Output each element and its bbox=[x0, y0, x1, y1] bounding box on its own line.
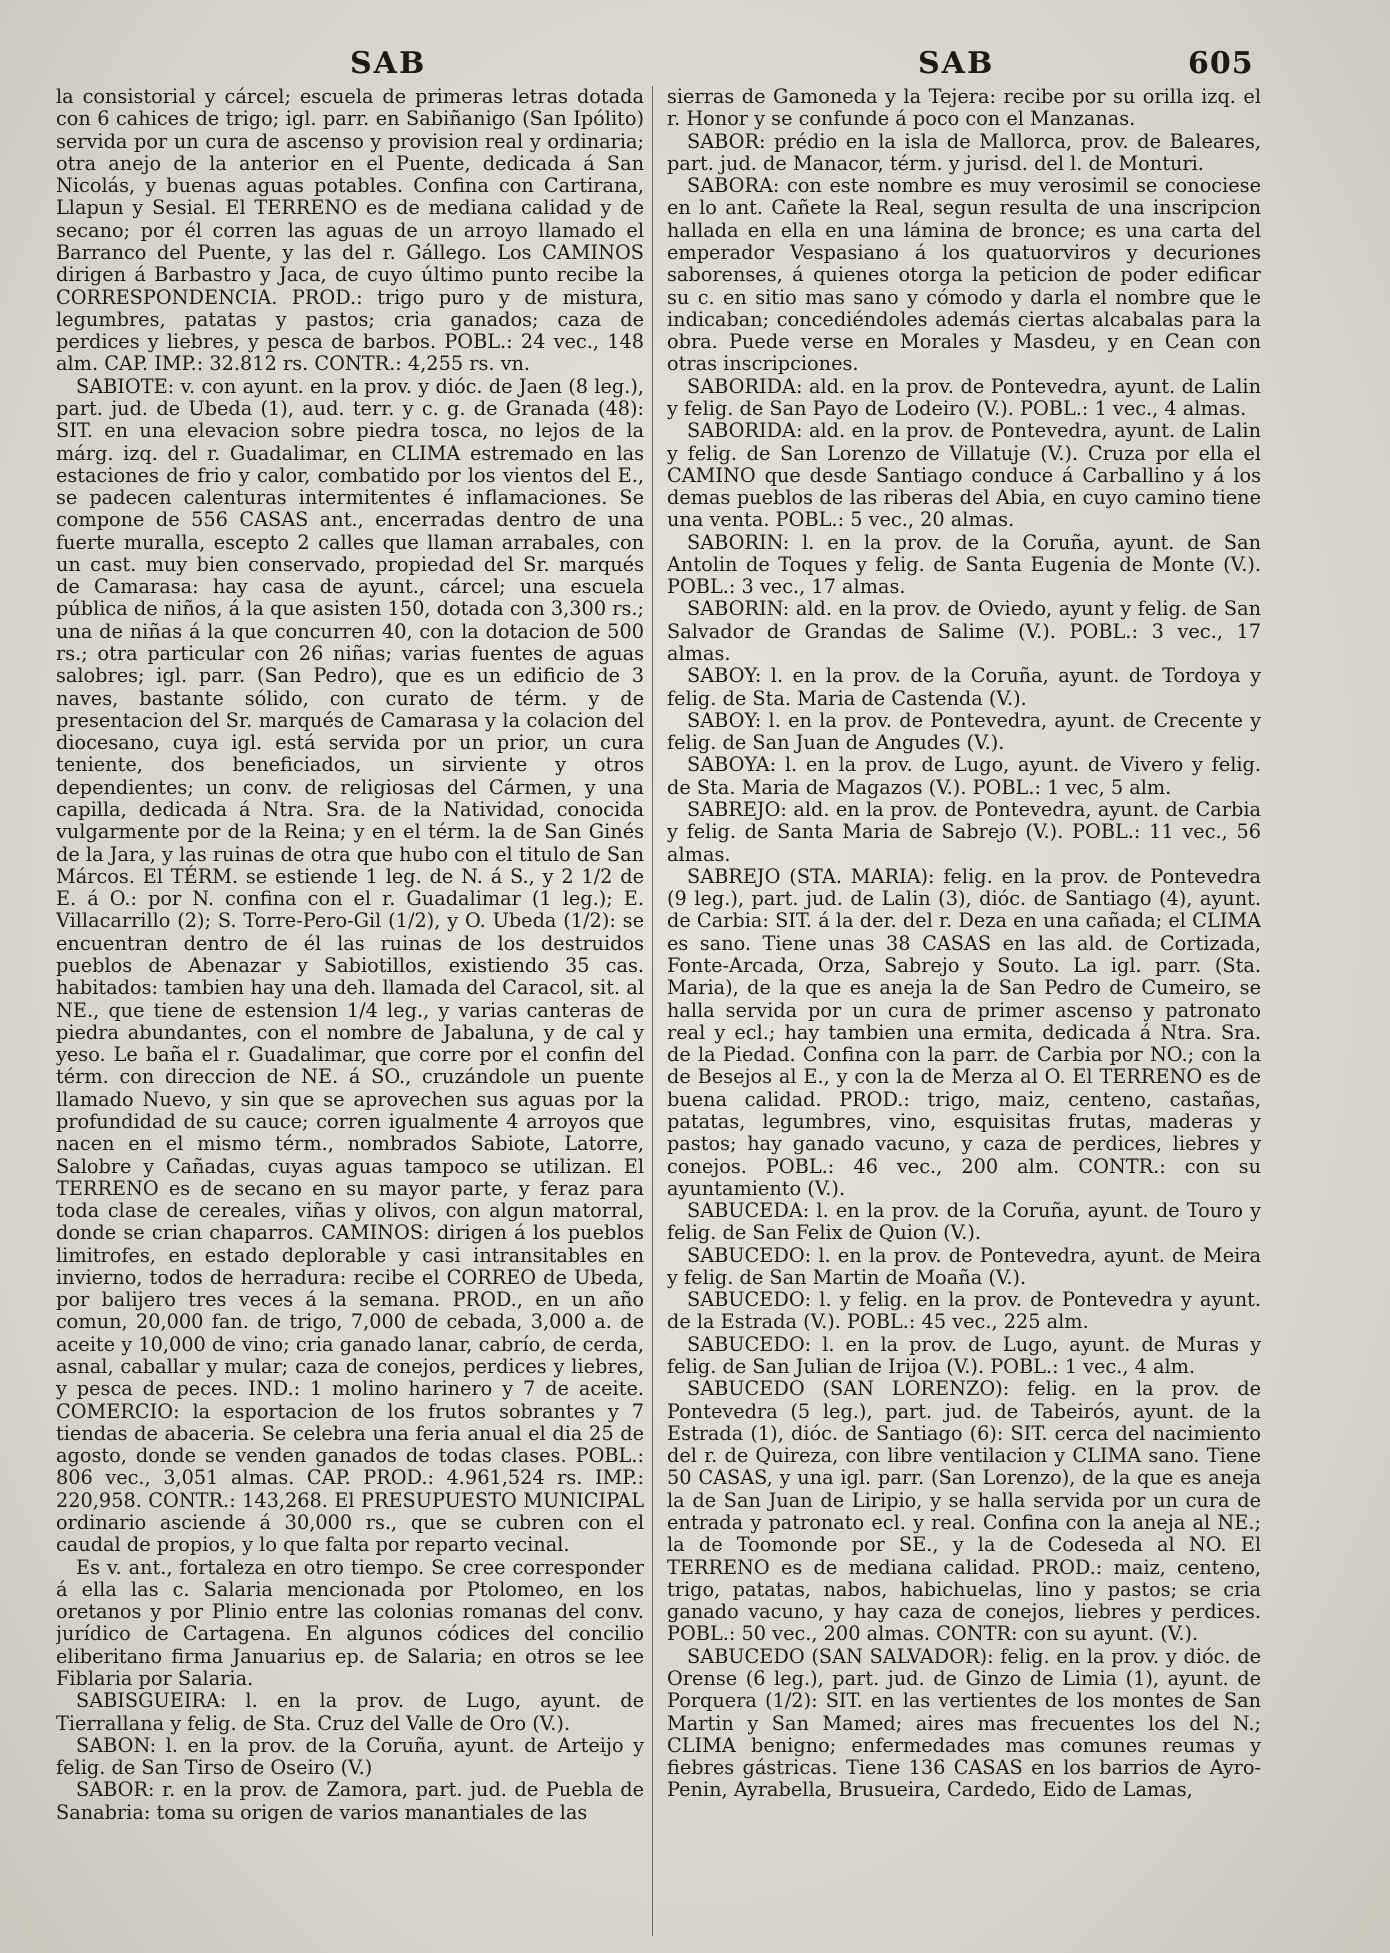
entry-paragraph: SABIOTE: v. con ayunt. en la prov. y dióc. de Jaen (8 leg.), part. jud. de Ubeda (1), aud. terr. y c. g. de Granada (48): SIT. en una elevacion sobre piedra tosca, no lejos de la márg. izq. del r. Guadalimar, en CLIMA estremado en las estaciones de frio y calor, combatido por los vientos del E., se padecen calenturas intermitentes é inflamaciones. Se compone de 556 CASAS ant., encerradas dentro de una fuerte muralla, escepto 2 calles que llaman arrabales, con un cast. muy bien conservado, propiedad del Sr. marqués de Camarasa: hay casa de ayunt., cárcel; una escuela pública de niños, á la que asisten 150, dotada con 3,300 rs.; una de niñas á la que concurren 40, con la dotacion de 500 rs.; otra particular con 26 niñas; varias fuentes de aguas salobres; igl. parr. (San Pedro), que es un edificio de 3 naves, bastante sólido, con curato de térm. y de presentacion del Sr. marqués de Camarasa y la colacion del diocesano, cuya igl. está servida por un prior, un cura teniente, dos beneficiados, un sirviente y otros dependientes; un conv. de religiosas del Cármen, y una capilla, dedicada á Ntra. Sra. de la Natividad, conocida vulgarmente por de la Reina; y en el térm. la de San Ginés de la Jara, y las ruinas de otra que hubo con el titulo de San Márcos. El TÉRM. se estiende 1 leg. de N. á S., y 2 1/2 de E. á O.: por N. confina con el r. Guadalimar (1 leg.); E. Villacarrillo (2); S. Torre-Pero-Gil (1/2), y O. Ubeda (1/2): se encuentran dentro de él las ruinas de los destruidos pueblos de Abenazar y Sabiotillos, existiendo 35 cas. habitados: tambien hay una deh. llamada del Caracol, sit. al NE., que tiene de estension 1/4 leg., y varias canteras de piedra abundantes, con el nombre de Jabaluna, y de cal y yeso. Le baña el r. Guadalimar, que corre por el confin del térm. con direccion de NE. á SO., cruzándole un puente llamado Nuevo, y sin que se aprovechen sus aguas por la profundidad de su cauce; corren igualmente 4 arroyos que nacen en el mismo térm., nombrados Sabiote, Latorre, Salobre y Cañadas, cuyas aguas tampoco se utilizan. El TERRENO es de secano en su mayor parte, y feraz para toda clase de cereales, viñas y olivos, con algun matorral, donde se crian chaparros. CAMINOS: dirigen á los pueblos limitrofes, en estado deplorable y casi intransitables en invierno, todos de herradura: recibe el CORREO de Ubeda, por balijero tres veces á la semana. PROD., en un año comun, 20,000 fan. de trigo, 7,000 de cebada, 3,000 a. de aceite y 10,000 de vino; cria ganado lanar, cabrío, de cerda, asnal, caballar y mular; caza de conejos, perdices y liebres, y pesca de peces. IND.: 1 molino harinero y 7 de aceite. COMERCIO: la esportacion de los frutos sobrantes y 7 tiendas de abaceria. Se celebra una feria anual el dia 25 de agosto, donde se venden ganados de todas clases. POBL.: 806 vec., 3,051 almas. CAP. PROD.: 4.961,524 rs. IMP.: 220,958. CONTR.: 143,268. El PRESUPUESTO MUNICIPAL ordinario asciende á 30,000 rs., que se cubren con el caudal de propios, y lo que falta por reparto vecinal. bbox=[56, 374, 644, 1557]
entry-paragraph: SABORIDA: ald. en la prov. de Pontevedra, ayunt. de Lalin y felig. de San Lorenzo de Villatuje (V.). Cruza por ella el CAMINO que desde Santiago conduce á Carballino y á los demas pueblos de las riberas del Abia, en cuyo camino tiene una venta. POBL.: 5 vec., 20 almas. bbox=[667, 419, 1261, 532]
entry-paragraph: SABORIDA: ald. en la prov. de Pontevedra, ayunt. de Lalin y felig. de San Payo de Lodeiro (V.). POBL.: 1 vec., 4 almas. bbox=[667, 374, 1261, 420]
entry-paragraph: SABISGUEIRA: l. en la prov. de Lugo, ayunt. de Tierrallana y felig. de Sta. Cruz del Valle de Oro (V.). bbox=[56, 1689, 644, 1735]
entry-paragraph: SABOY: l. en la prov. de la Coruña, ayunt. de Tordoya y felig. de Sta. Maria de Castenda (V.). bbox=[667, 664, 1261, 710]
left-running-head: SAB bbox=[350, 46, 427, 81]
entry-paragraph: SABON: l. en la prov. de la Coruña, ayunt. de Arteijo y felig. de San Tirso de Oseiro (V.) bbox=[56, 1733, 644, 1780]
column-divider bbox=[652, 86, 653, 1936]
entry-paragraph: SABUCEDO: l. y felig. en la prov. de Pontevedra y ayunt. de la Estrada (V.). POBL.: 45 vec., 225 alm. bbox=[667, 1288, 1261, 1334]
entry-paragraph: SABOR: prédio en la isla de Mallorca, prov. de Baleares, part. jud. de Manacor, térm. y jurisd. del l. de Monturi. bbox=[667, 129, 1261, 175]
entry-paragraph: SABUCEDO (SAN LORENZO): felig. en la prov. de Pontevedra (5 leg.), part. jud. de Tabeirós, ayunt. de la Estrada (1), dióc. de Santiago (6): SIT. cerca del nacimiento del r. de Quireza, con libre ventilacion y CLIMA sano. Tiene 50 CASAS, y una igl. parr. (San Lorenzo), de la que es aneja la de San Juan de Liripio, y se halla servida por un cura de entrada y patronato ecl. y real. Confina con la aneja al NE.; la de Toomonde por SE., y la de Codeseda al NO. El TERRENO es de mediana calidad. PROD.: maiz, centeno, trigo, patatas, nabos, habichuelas, lino y pastos; se cria ganado vacuno, y hay caza de conejos, liebres y perdices. POBL.: 50 vec., 200 almas. CONTR: con su ayunt. (V.). bbox=[667, 1377, 1261, 1646]
entry-paragraph: SABUCEDO: l. en la prov. de Pontevedra, ayunt. de Meira y felig. de San Martin de Moaña (V.). bbox=[667, 1243, 1261, 1289]
left-column bbox=[56, 86, 644, 1936]
entry-paragraph: SABUCEDO (SAN SALVADOR): felig. en la prov. y dióc. de Orense (6 leg.), part. jud. de Ginzo de Limia (1), ayunt. de Porquera (1/2): SIT. en las vertientes de los montes de San Martin y San Mamed; aires mas frecuentes los del N.; CLIMA benigno; enfermedades mas comunes reumas y fiebres gástricas. Tiene 136 CASAS en los barrios de Ayro-Penin, Ayrabella, Brusueira, Cardedo, Eido de Lamas, bbox=[667, 1644, 1261, 1802]
entry-paragraph: SABORIN: ald. en la prov. de Oviedo, ayunt y felig. de San Salvador de Grandas de Salime (V.). POBL.: 3 vec., 17 almas. bbox=[667, 597, 1261, 666]
right-column bbox=[667, 86, 1261, 1936]
entry-paragraph: SABOY: l. en la prov. de Pontevedra, ayunt. de Crecente y felig. de San Juan de Angudes (V.). bbox=[667, 708, 1261, 755]
entry-paragraph: sierras de Gamoneda y la Tejera: recibe por su orilla izq. el r. Honor y se confunde á poco con el Manzanas. bbox=[667, 86, 1261, 131]
page-number: 605 bbox=[1188, 46, 1254, 81]
entry-paragraph: SABREJO (STA. MARIA): felig. en la prov. de Pontevedra (9 leg.), part. jud. de Lalin (3), dióc. de Santiago (4), ayunt. de Carbia: SIT. á la der. del r. Deza en una cañada; el CLIMA es sano. Tiene unas 38 CASAS en las ald. de Cortizada, Fonte-Arcada, Orza, Sabrejo y Souto. La igl. parr. (Sta. Maria), de la que es aneja la de San Pedro de Cumeiro, se halla servida por un cura de primer ascenso y patronato real y ecl.; hay tambien una ermita, dedicada á Ntra. Sra. de la Piedad. Confina con la parr. de Carbia por NO.; con la de Besejos al E., y con la de Merza al O. El TERRENO es de buena calidad. PROD.: trigo, maiz, centeno, castañas, patatas, legumbres, vino, esquisitas frutas, maderas y pastos; hay ganado vacuno, y caza de perdices, liebres y conejos. POBL.: 46 vec., 200 alm. CONTR.: con su ayuntamiento (V.). bbox=[667, 864, 1261, 1200]
entry-paragraph: SABORIN: l. en la prov. de la Coruña, ayunt. de San Antolin de Toques y felig. de Santa Eugenia de Monte (V.). POBL.: 3 vec., 17 almas. bbox=[667, 530, 1261, 599]
entry-paragraph: SABOYA: l. en la prov. de Lugo, ayunt. de Vivero y felig. de Sta. Maria de Magazos (V.). POBL.: 1 vec, 5 alm. bbox=[667, 753, 1261, 799]
right-running-head: SAB bbox=[918, 46, 995, 81]
entry-paragraph: SABORA: con este nombre es muy verosimil se conociese en lo ant. Cañete la Real, segun resulta de una inscripcion hallada en ella en una lámina de bronce; es una carta del emperador Vespasiano á los quatuorviros y decuriones saborenses, á quienes otorga la peticion de poder edificar su c. en sitio mas sano y cómodo y darla el nombre que le indicaban; concediéndoles además ciertas alcabalas para la obra. Puede verse en Morales y Masdeu, y en Cean con otras inscripciones. bbox=[667, 174, 1261, 376]
entry-paragraph: la consistorial y cárcel; escuela de primeras letras dotada con 6 cahices de trigo; igl. parr. en Sabiñanigo (San Ipólito) servida por un cura de ascenso y provision real y ordinaria; otra anejo de la anterior en el Puente, dedicada á San Nicolás, y buenas aguas potables. Confina con Cartirana, Llapun y Sesial. El TERRENO es de mediana calidad y de secano; por él corren las aguas de un arroyo llamado el Barranco del Puente, y las del r. Gállego. Los CAMINOS dirigen á Barbastro y Jaca, de cuyo último punto recibe la CORRESPONDENCIA. PROD.: trigo puro y de mistura, legumbres, patatas y pastos; cria ganados; caza de perdices y liebres, y pesca de barbos. POBL.: 24 vec., 148 alm. CAP. IMP.: 32.812 rs. CONTR.: 4,255 rs. vn. bbox=[56, 86, 644, 376]
entry-paragraph: SABUCEDA: l. en la prov. de la Coruña, ayunt. de Touro y felig. de San Felix de Quion (V.). bbox=[667, 1199, 1261, 1245]
entry-paragraph: SABREJO: ald. en la prov. de Pontevedra, ayunt. de Carbia y felig. de Santa Maria de Sabrejo (V.). POBL.: 11 vec., 56 almas. bbox=[667, 798, 1261, 866]
entry-paragraph: Es v. ant., fortaleza en otro tiempo. Se cree corresponder á ella las c. Salaria mencionada por Ptolomeo, en los oretanos y por Plinio entre las colonias romanas del conv. jurídico de Cartagena. En algunos códices del concilio eliberitano firma Januarius ep. de Salaria; en otros se lee Fiblaria por Salaria. bbox=[56, 1555, 644, 1690]
entry-paragraph: SABOR: r. en la prov. de Zamora, part. jud. de Puebla de Sanabria: toma su origen de varios manantiales de las bbox=[56, 1778, 644, 1824]
entry-paragraph: SABUCEDO: l. en la prov. de Lugo, ayunt. de Muras y felig. de San Julian de Irijoa (V.). POBL.: 1 vec., 4 alm. bbox=[667, 1332, 1261, 1379]
